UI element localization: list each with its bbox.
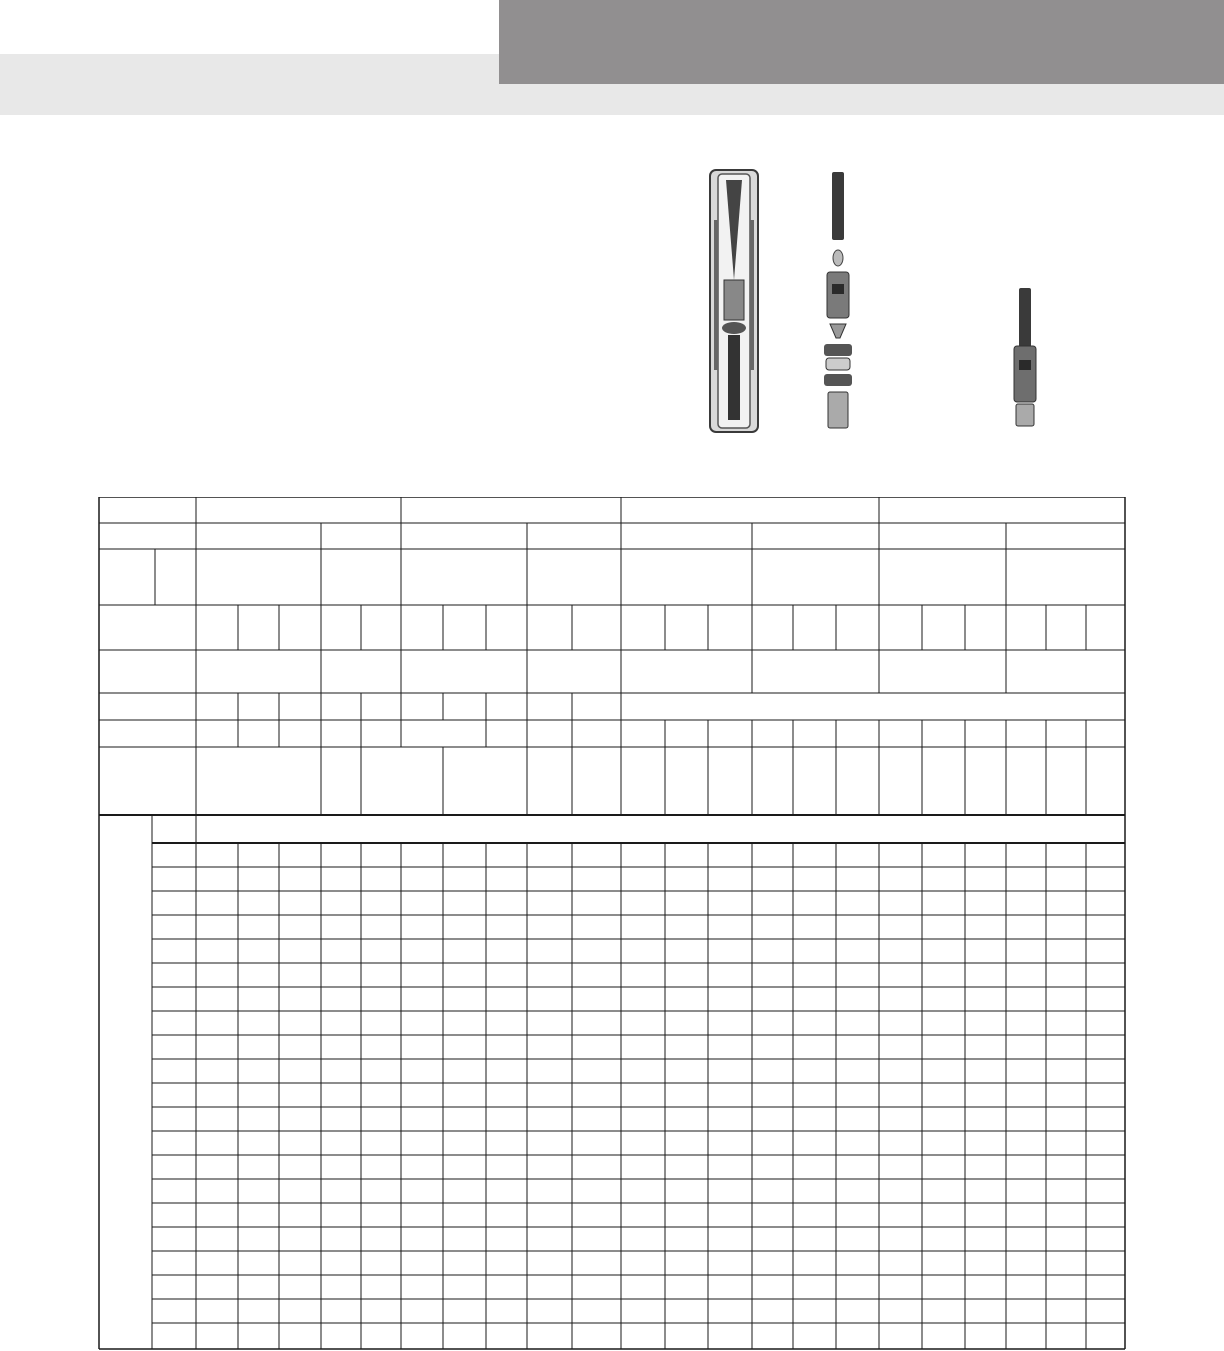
spec-table-grid <box>98 497 1126 1350</box>
header-band-dark <box>499 0 1224 84</box>
assembled-unit-image <box>1014 288 1036 426</box>
exploded-parts-image <box>824 172 852 428</box>
cutaway-assembly-image <box>710 170 758 432</box>
spec-table <box>98 497 1126 1350</box>
product-illustrations <box>690 160 1090 450</box>
